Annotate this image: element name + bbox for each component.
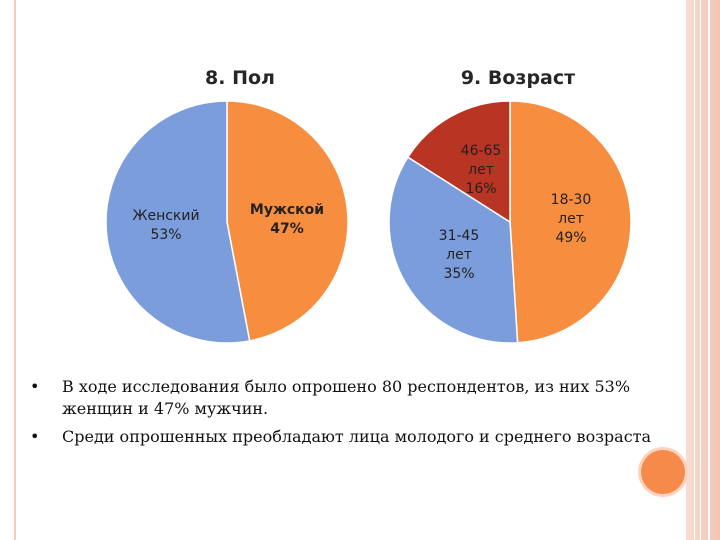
chart-title-age: 9. Возраст: [460, 67, 576, 89]
bullet-text: Среди опрошенных преобладают лица молодого и среднего возраста: [62, 427, 652, 446]
pie-gender: [106, 101, 348, 343]
slice-label: 46-65 лет 16%: [460, 143, 502, 197]
bullet-item: [30, 426, 670, 448]
bullet-item: [30, 376, 670, 420]
bullet-text: В ходе исследования было опрошено 80 респондентов, из них 53% женщин и 47% мужчин.: [62, 377, 631, 418]
decorative-orange-circle: [641, 450, 685, 494]
slice-label: Мужской 47%: [249, 202, 325, 237]
slice-label: 31-45 лет 35%: [438, 228, 480, 282]
slice-label: Женский 53%: [132, 208, 200, 243]
bullet-marker: •: [30, 377, 40, 396]
bullet-list: [30, 376, 670, 454]
bullet-marker: •: [30, 427, 40, 446]
chart-title-gender: 8. Пол: [205, 67, 275, 89]
pie-age: [389, 101, 631, 343]
slice-label: 18-30 лет 49%: [550, 192, 592, 246]
